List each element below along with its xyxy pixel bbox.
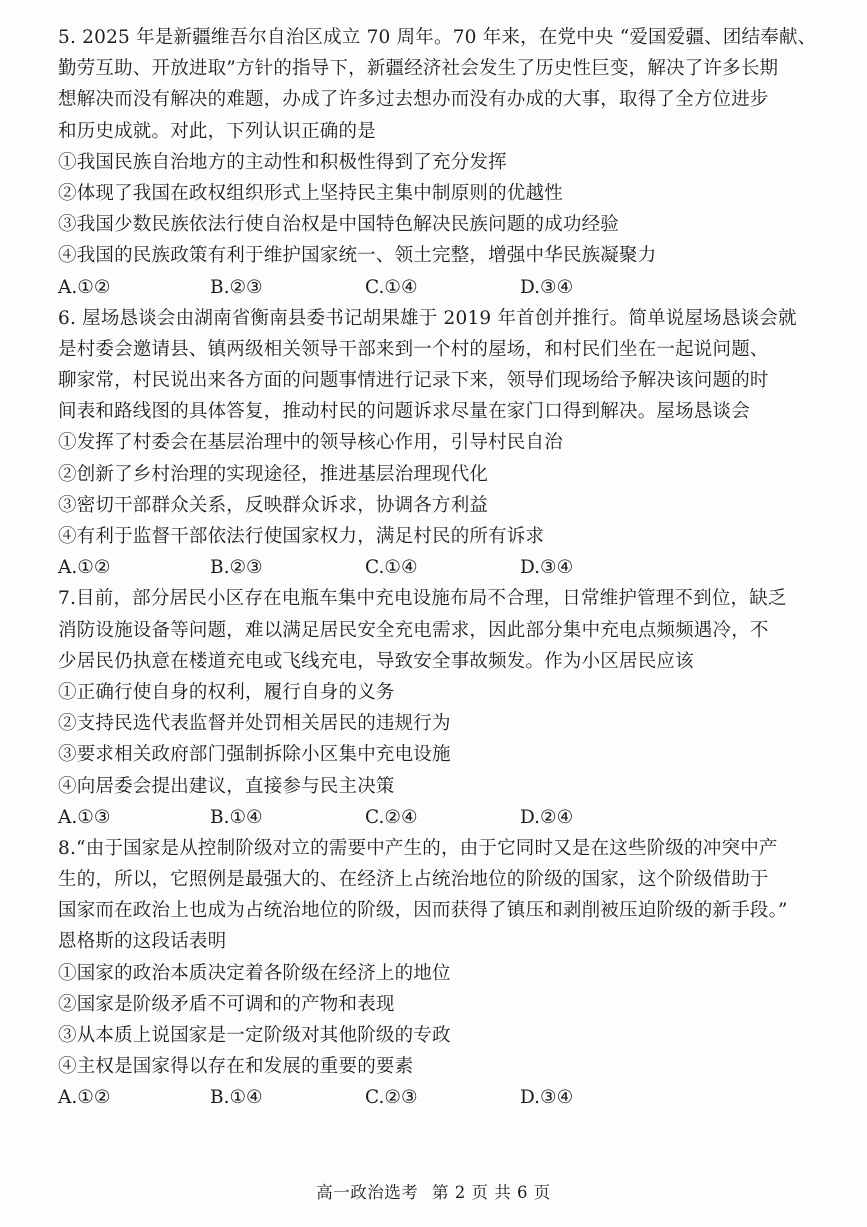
- question-stem-line: 想解决而没有解决的难题，办成了许多过去想办而没有办成的大事，取得了全方位进步: [58, 89, 769, 111]
- statement-option: ①我国民族自治地方的主动性和积极性得到了充分发挥: [58, 151, 507, 173]
- answer-choice-c: C.①④: [365, 557, 418, 579]
- question-stem-line: 少居民仍执意在楼道充电或飞线充电，导致安全事故频发。作为小区居民应该: [58, 650, 694, 672]
- question-5: [58, 22, 818, 303]
- question-stem-line: 恩格斯的这段话表明: [58, 931, 227, 953]
- statement-option: ③从本质上说国家是一定阶级对其他阶级的专政: [58, 1025, 451, 1046]
- question-stem-line: 和历史成就。对此，下列认识正确的是: [58, 120, 376, 142]
- question-8: [58, 833, 818, 1114]
- answer-choice-d: D.③④: [520, 557, 574, 579]
- statement-option: ④我国的民族政策有利于维护国家统一、领土完整，增强中华民族凝聚力: [58, 245, 657, 267]
- footer-subject: 高一政治选考: [316, 1183, 419, 1202]
- statement-option: ②支持民选代表监督并处罚相关居民的违规行为: [58, 713, 451, 735]
- answer-choices: [58, 272, 818, 303]
- page-footer: [0, 1182, 867, 1204]
- answer-choice-c: C.②④: [365, 806, 418, 828]
- statement-option: ②国家是阶级矛盾不可调和的产物和表现: [58, 993, 395, 1015]
- question-stem-line: 8.“由于国家是从控制阶级对立的需要中产生的，由于它同时又是在这些阶级的冲突中产: [58, 837, 778, 859]
- answer-choice-c: C.②③: [365, 1087, 418, 1109]
- statement-option: ②体现了我国在政权组织形式上坚持民主集中制原则的优越性: [58, 182, 563, 204]
- answer-choice-d: D.②④: [520, 806, 574, 828]
- footer-page-info: 第 2 页 共 6 页: [432, 1183, 551, 1202]
- question-6: [58, 303, 818, 584]
- statement-option: ①发挥了村委会在基层治理中的领导核心作用，引导村民自治: [58, 432, 563, 454]
- question-stem-line: 间表和路线图的具体答复，推动村民的问题诉求尽量在家门口得到解决。屋场恳谈会: [58, 401, 750, 423]
- question-stem-line: 是村委会邀请县、镇两级相关领导干部来到一个村的屋场，和村民们坐在一起说问题、: [58, 338, 769, 360]
- question-7: [58, 583, 818, 833]
- statement-option: ③密切干部群众关系，反映群众诉求，协调各方利益: [58, 494, 489, 516]
- questions-container: [58, 22, 818, 1114]
- answer-choices: [58, 552, 818, 583]
- answer-choice-b: B.①④: [210, 806, 263, 828]
- answer-choice-b: B.①④: [210, 1087, 263, 1109]
- answer-choice-a: A.①②: [58, 276, 111, 298]
- answer-choice-a: A.①③: [58, 806, 111, 828]
- statement-option: ③我国少数民族依法行使自治权是中国特色解决民族问题的成功经验: [58, 214, 620, 236]
- answer-choice-b: B.②③: [210, 557, 263, 579]
- answer-choice-c: C.①④: [365, 276, 418, 298]
- question-stem-line: 聊家常，村民说出来各方面的问题事情进行记录下来，领导们现场给予解决该问题的时: [58, 370, 769, 392]
- statement-option: ④向居委会提出建议，直接参与民主决策: [58, 775, 395, 797]
- answer-choice-d: D.③④: [520, 276, 574, 298]
- answer-choice-a: A.①②: [58, 1087, 111, 1109]
- question-stem-line: 国家而在政治上也成为占统治地位的阶级，因而获得了镇压和剥削被压迫阶级的新手段。”: [58, 900, 788, 922]
- statement-option: ④主权是国家得以存在和发展的重要的要素: [58, 1056, 414, 1078]
- question-stem-line: 生的，所以，它照例是最强大的、在经济上占统治地位的阶级的国家，这个阶级借助于: [58, 869, 769, 891]
- question-stem-line: 5. 2025 年是新疆维吾尔自治区成立 70 周年。70 年来，在党中央 “爱国爱疆、团结奉献、: [58, 27, 817, 48]
- answer-choice-a: A.①②: [58, 557, 111, 579]
- question-stem-line: 6. 屋场恳谈会由湖南省衡南县委书记胡果雄于 2019 年首创并推行。简单说屋场恳谈会就: [58, 307, 797, 329]
- answer-choice-b: B.②③: [210, 276, 263, 298]
- question-stem-line: 消防设施设备等问题，难以满足居民安全充电需求，因此部分集中充电点频频遇冷，不: [58, 619, 769, 641]
- answer-choice-d: D.③④: [520, 1087, 574, 1109]
- question-stem-line: 勤劳互助、开放进取”方针的指导下，新疆经济社会发生了历史性巨变，解决了许多长期: [58, 58, 779, 80]
- question-stem-line: 7.目前，部分居民小区存在电瓶车集中充电设施布局不合理，日常维护管理不到位，缺乏: [58, 588, 787, 610]
- statement-option: ①正确行使自身的权利，履行自身的义务: [58, 681, 395, 703]
- statement-option: ④有利于监督干部依法行使国家权力，满足村民的所有诉求: [58, 526, 545, 547]
- statement-option: ①国家的政治本质决定着各阶级在经济上的地位: [58, 962, 451, 984]
- answer-choices: [58, 802, 818, 833]
- statement-option: ②创新了乡村治理的实现途径，推进基层治理现代化: [58, 463, 489, 485]
- answer-choices: [58, 1082, 818, 1113]
- statement-option: ③要求相关政府部门强制拆除小区集中充电设施: [58, 744, 451, 766]
